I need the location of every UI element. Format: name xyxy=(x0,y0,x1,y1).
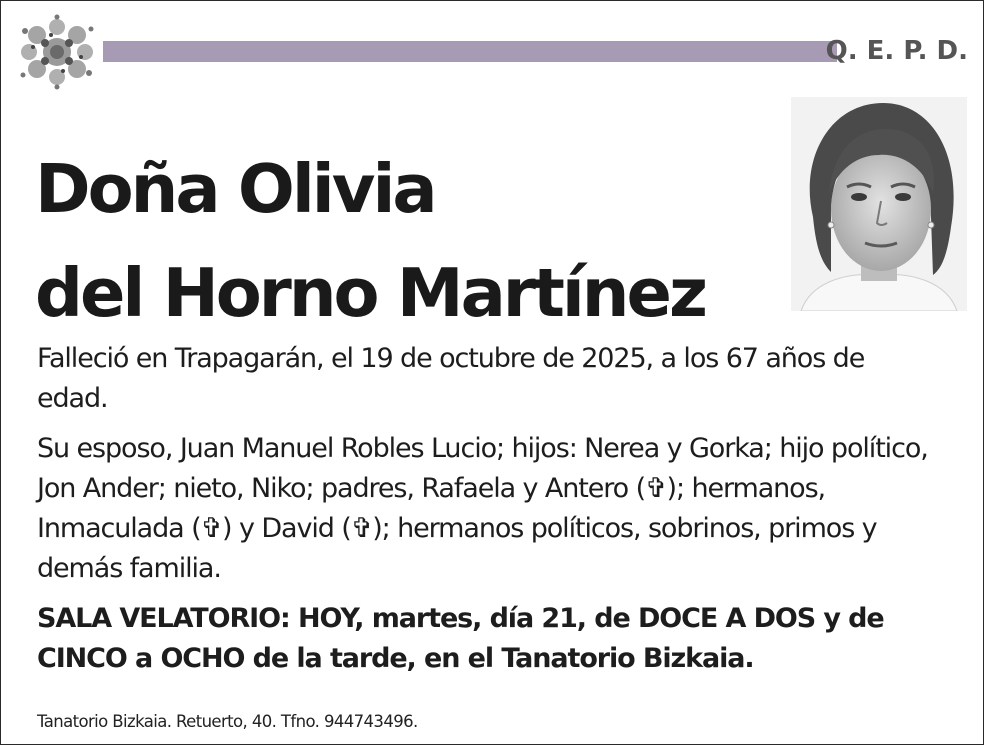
vigil-details: SALA VELATORIO: HOY, martes, día 21, de DOCE A DOS y de CINCO a OCHO de la tarde, en el Tanatorio Bizkaia. xyxy=(37,603,884,674)
header-bar xyxy=(103,41,837,62)
portrait-photo-icon xyxy=(791,97,967,311)
funeral-home-contact: Tanatorio Bizkaia. Retuerto, 40. Tfno. 944743496. xyxy=(37,712,418,731)
obituary-body xyxy=(37,339,942,679)
death-notice: Falleció en Trapagarán, el 19 de octubre de 2025, a los 67 años de edad. xyxy=(37,343,865,414)
name-line-2: del Horno Martínez xyxy=(35,254,705,332)
qepd-label: Q. E. P. D. xyxy=(825,36,968,66)
deceased-name xyxy=(35,137,705,345)
floral-ornament-icon xyxy=(15,13,99,91)
family-list: Su esposo, Juan Manuel Robles Lucio; hijos: Nerea y Gorka; hijo político, Jon Ander; nieto, Niko; padres, Rafaela y Antero (✞); hermanos, Inmaculada (✞) y David (✞); hermanos políticos, sobrinos, primos y demás familia. xyxy=(37,433,928,584)
name-line-1: Doña Olivia xyxy=(35,150,435,228)
